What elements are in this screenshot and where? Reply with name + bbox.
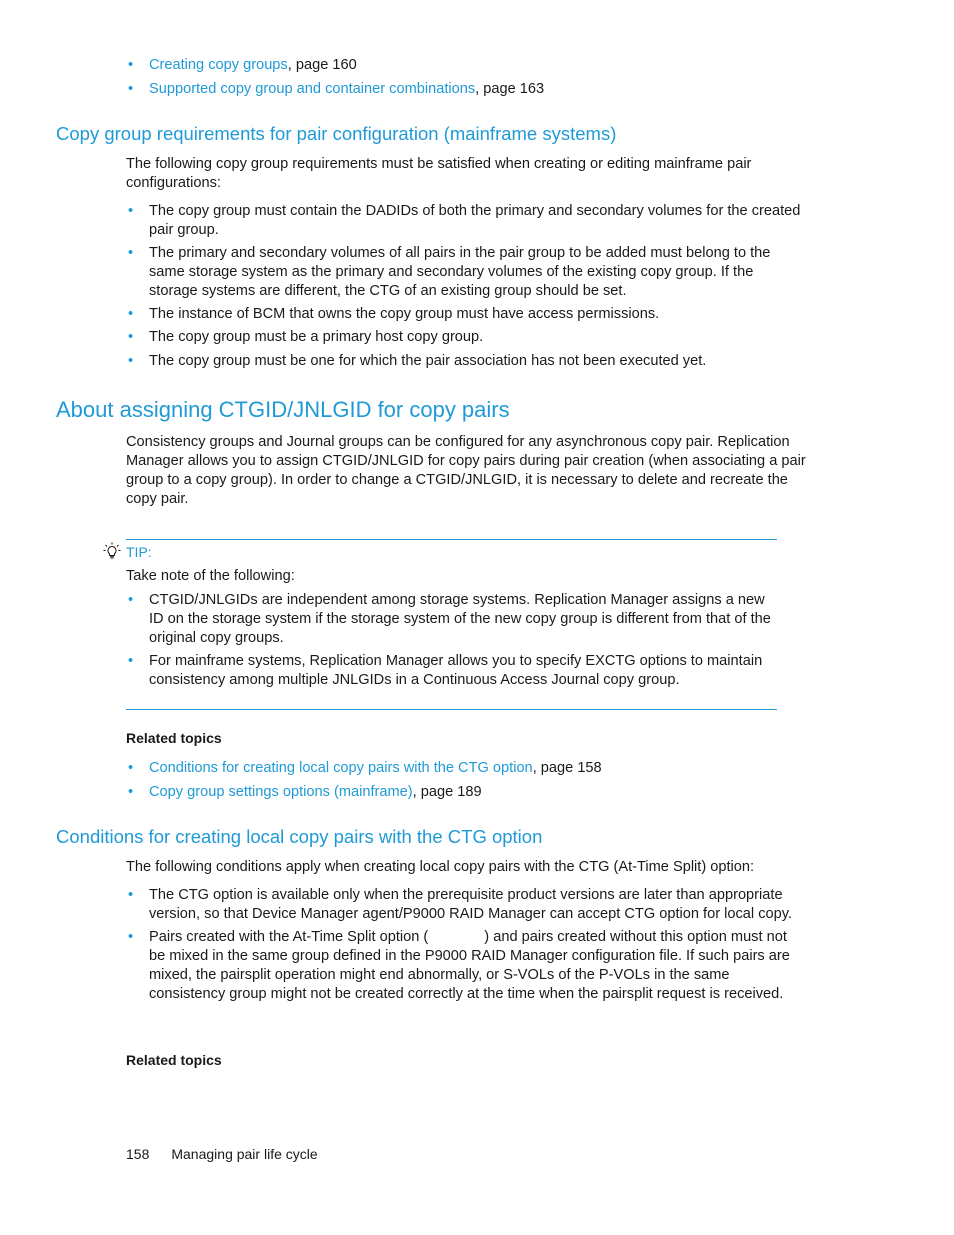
top-link-list [126,53,806,101]
section-heading-ctg-conditions: Conditions for creating local copy pairs with the CTG option [56,826,543,847]
list-item: • The copy group must contain the DADIDs of both the primary and secondary volumes for the created pair group. [126,202,806,240]
section-heading-copy-group-requirements: Copy group requirements for pair configuration (mainframe systems) [56,123,617,144]
list-item: • The copy group must be a primary host copy group. [126,328,806,347]
tip-list [126,591,776,690]
list-item [126,53,806,77]
list-item: • The primary and secondary volumes of all pairs in the pair group to be added must belong to the same storage system as the primary and secondary volumes of the existing copy group. If the storage systems are different, the CTG of an existing group should be set. [126,244,806,301]
section-body: Consistency groups and Journal groups can be configured for any asynchronous copy pair. Replication Manager allows you to assign CTGID/JNLGID for copy pairs during pair creation (when associating a pair group to a copy group). In order to change a CTGID/JNLGID, it is necessary to delete and recreate the copy pair. [126,434,806,507]
list-item: • For mainframe systems, Replication Manager allows you to specify EXCTG options to maintain consistency among multiple JNLGIDs in a Continuous Access Journal copy group. [126,652,776,690]
tip-top-rule [126,539,777,540]
list-item: • The instance of BCM that owns the copy group must have access permissions. [126,305,806,324]
related-topics-list [126,756,806,804]
conditions-list [126,886,806,1004]
section-intro: The following copy group requirements must be satisfied when creating or editing mainframe pair configurations: [126,156,752,191]
list-item [126,756,806,780]
copy-group-settings-link[interactable]: Copy group settings options (mainframe) [149,784,413,800]
list-item [126,780,806,804]
page-number: 158 [126,1146,150,1162]
section-intro: The following conditions apply when creating local copy pairs with the CTG (At-Time Split) option: [126,859,755,875]
page-ref: , page 163 [475,81,545,97]
tip-label: TIP: [126,544,152,560]
list-item: • The CTG option is available only when the prerequisite product versions are later than appropriate version, so that Device Manager agent/P9000 RAID Manager can accept CTG option for local copy. [126,886,806,924]
lightbulb-icon [102,541,122,561]
section-heading-ctgid: About assigning CTGID/JNLGID for copy pairs [56,397,510,422]
requirements-list [126,202,806,371]
list-item: • The copy group must be one for which the pair association has not been executed yet. [126,352,806,371]
tip-intro: Take note of the following: [126,568,295,584]
tip-bottom-rule [126,709,777,710]
related-topics-heading: Related topics [126,1052,222,1068]
list-item: • CTGID/JNLGIDs are independent among storage systems. Replication Manager assigns a new ID on the storage system if the storage system of the new copy group is different from that of the original copy groups. [126,591,776,648]
list-item: • Pairs created with the At-Time Split option ( ) and pairs created without this option must not be mixed in the same group defined in the P9000 RAID Manager configuration file. If such pairs are mixed, the pairsplit operation might end abnormally, or S-VOLs of the P-VOLs in the same consistency group might not be created correctly at the time when the pairsplit request is received. [126,928,806,1004]
list-item [126,77,806,101]
page-ref: , page 189 [412,784,482,800]
page-ref: , page 160 [287,57,357,73]
page-footer [126,1145,318,1163]
chapter-title: Managing pair life cycle [171,1146,318,1162]
creating-copy-groups-link[interactable]: Creating copy groups [149,57,288,73]
supported-combinations-link[interactable]: Supported copy group and container combinations [149,81,476,97]
page-ref: , page 158 [532,760,602,776]
related-topics-heading: Related topics [126,730,222,746]
conditions-ctg-link[interactable]: Conditions for creating local copy pairs with the CTG option [149,760,533,776]
